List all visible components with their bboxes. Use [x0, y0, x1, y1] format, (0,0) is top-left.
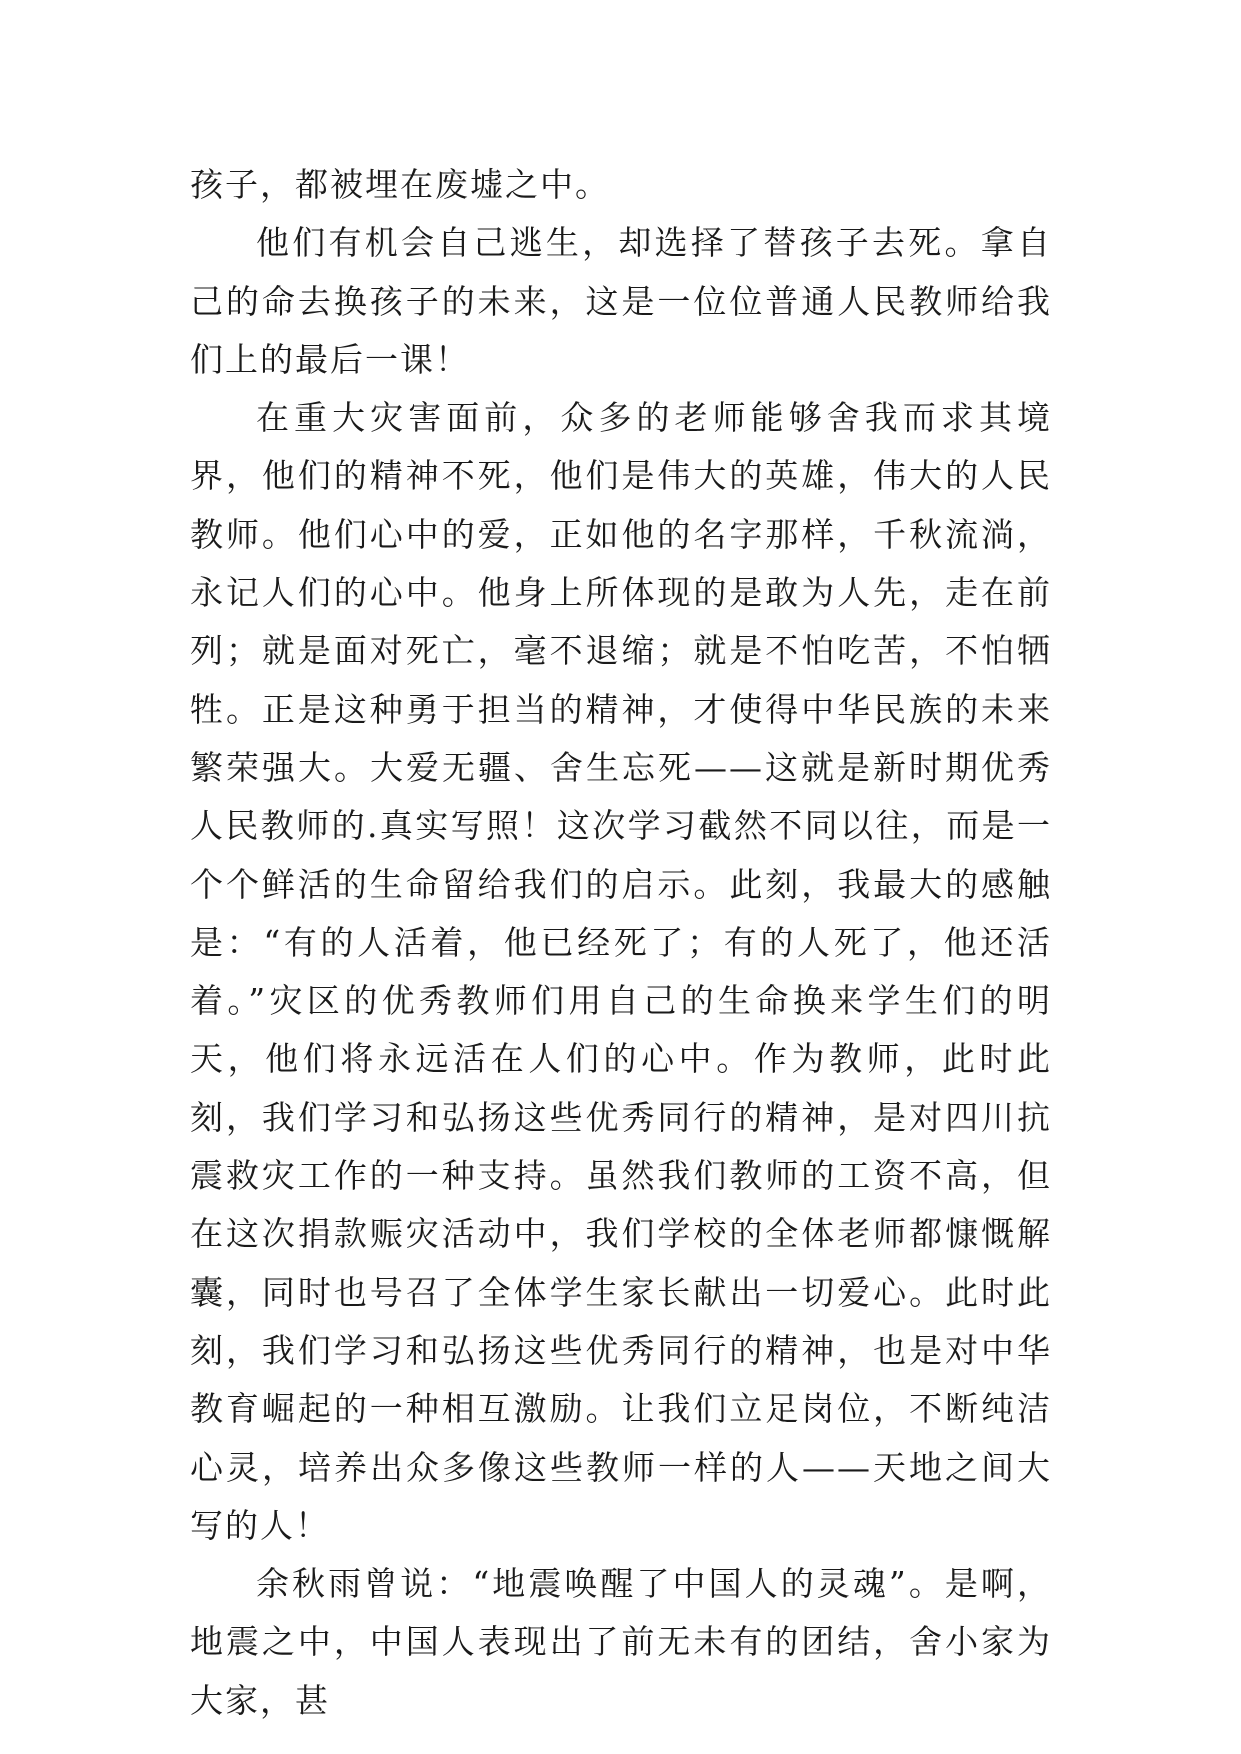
paragraph-teachers-spirit: 在重大灾害面前，众多的老师能够舍我而求其境界，他们的精神不死，他们是伟大的英雄，伟大的人民教师。他们心中的爱，正如他的名字那样，千秋流淌，永记人们的心中。他身上所体现的是敢为人先，走在前列；就是面对死亡，毫不退缩；就是不怕吃苦，不怕牺牲。正是这种勇于担当的精神，才使得中华民族的未来繁荣强大。大爱无疆、舍生忘死——这就是新时期优秀人民教师的.真实写照！这次学习截然不同以往，而是一个个鲜活的生命留给我们的启示。此刻，我最大的感触是：“有的人活着，他已经死了；有的人死了，他还活着。”灾区的优秀教师们用自己的生命换来学生们的明天，他们将永远活在人们的心中。作为教师，此时此刻，我们学习和弘扬这些优秀同行的精神，是对四川抗震救灾工作的一种支持。虽然我们教师的工资不高，但在这次捐款赈灾活动中，我们学校的全体老师都慷慨解囊，同时也号召了全体学生家长献出一切爱心。此时此刻，我们学习和弘扬这些优秀同行的精神，也是对中华教育崛起的一种相互激励。让我们立足岗位，不断纯洁心灵，培养出众多像这些教师一样的人——天地之间大写的人！ [190, 398, 1052, 1545]
paragraph-yu-qiuyu-quote: 余秋雨曾说：“地震唤醒了中国人的灵魂”。是啊，地震之中，中国人表现出了前无未有的团结，舍小家为大家，甚 [190, 1564, 1052, 1720]
paragraph-teachers-sacrifice: 他们有机会自己逃生，却选择了替孩子去死。拿自己的命去换孩子的未来，这是一位位普通人民教师给我们上的最后一课！ [190, 223, 1052, 379]
document-body [190, 156, 1052, 1730]
paragraph-continued: 孩子，都被埋在废墟之中。 [190, 165, 610, 204]
